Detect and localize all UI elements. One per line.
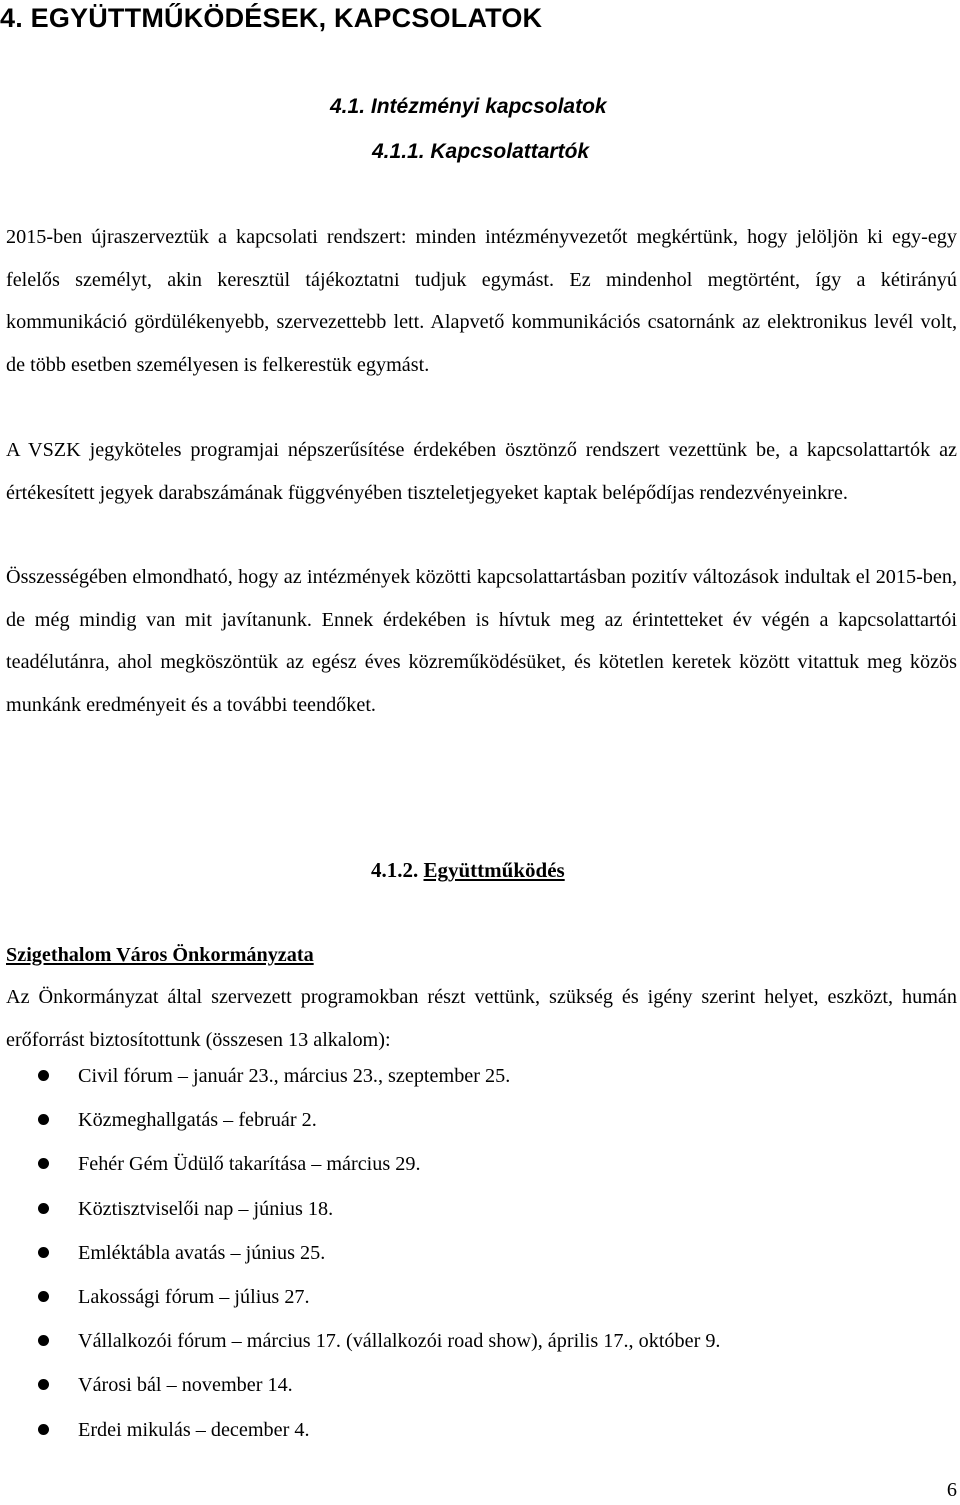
list-item-label: Lakossági fórum – július 27. — [78, 1285, 310, 1308]
subsection-title: Együttműködés — [423, 858, 565, 882]
subsection-number: 4.1.2. — [371, 858, 419, 882]
list-item — [0, 1370, 960, 1414]
list-item — [0, 1149, 960, 1193]
list-item-label: Köztisztviselői nap – június 18. — [78, 1197, 334, 1220]
list-item-label: Vállalkozói fórum – március 17. (vállalkozói road show), április 17., október 9. — [78, 1330, 721, 1353]
list-item — [0, 1415, 960, 1459]
bullet-icon — [38, 1291, 49, 1302]
list-item-label: Városi bál – november 14. — [78, 1374, 293, 1397]
subsection-heading-contacts: 4.1.1. Kapcsolattartók — [372, 140, 590, 163]
list-item-label: Erdei mikulás – december 4. — [78, 1418, 310, 1441]
list-item — [0, 1326, 960, 1370]
list-item-label: Közmeghallgatás – február 2. — [78, 1109, 317, 1132]
chapter-heading: 4. EGYÜTTMŰKÖDÉSEK, KAPCSOLATOK — [0, 3, 543, 33]
list-item-label: Civil fórum – január 23., március 23., szeptember 25. — [78, 1065, 511, 1087]
list-item — [0, 1238, 960, 1282]
list-item-label: Fehér Gém Üdülő takarítása – március 29. — [78, 1153, 421, 1176]
bullet-icon — [38, 1247, 49, 1258]
organization-intro: Az Önkormányzat által szervezett programokban részt vettünk, szükség és igény szerint helyet, eszközt, humán erőforrást biztosítottunk (összesen 13 alkalom): — [6, 986, 957, 1051]
bullet-icon — [38, 1203, 49, 1214]
list-item — [0, 1282, 960, 1326]
subsection-heading-cooperation — [371, 855, 565, 885]
list-item — [0, 1105, 960, 1149]
bullet-icon — [38, 1070, 49, 1081]
page-number: 6 — [946, 1479, 957, 1501]
bullet-icon — [38, 1114, 49, 1125]
paragraph-summary: Összességében elmondható, hogy az intézmények közötti kapcsolattartásban pozitív változások indultak el 2015-ben, de még mindig van mit javítanunk. Ennek érdekében is hívtuk meg az érintetteket év végén a kapcsolattartói teadélutánra, ahol megköszöntük az egész éves közreműködésüket, és kötetlen keretek között vitattuk meg közös munkánk eredményeit és a további teendőket. — [6, 566, 957, 716]
paragraph-ticket-incentive: A VSZK jegyköteles programjai népszerűsítése érdekében ösztönző rendszert vezettünk be, a kapcsolattartók az értékesített jegyek darabszámának függvényében tiszteletjegyeket kaptak belépődíjas rendezvényeinkre. — [6, 439, 957, 504]
event-list — [0, 1061, 960, 1459]
bullet-icon — [38, 1379, 49, 1390]
organization-name: Szigethalom Város Önkormányzata — [6, 944, 314, 966]
bullet-icon — [38, 1335, 49, 1346]
list-item — [0, 1061, 960, 1105]
list-item-label: Emléktábla avatás – június 25. — [78, 1241, 326, 1264]
bullet-icon — [38, 1158, 49, 1169]
paragraph-contact-system: 2015-ben újraszerveztük a kapcsolati rendszert: minden intézményvezetőt megkértünk, hogy jelöljön ki egy-egy felelős személyt, akin keresztül tájékoztatni tudjuk egymást. Ez mindenhol megtörtént, így a kétirányú kommunikáció gördülékenyebb, szervezettebb lett. Alapvető kommunikációs csatornánk az elektronikus levél volt, de több esetben személyesen is felkerestük egymást. — [6, 226, 957, 376]
section-heading: 4.1. Intézményi kapcsolatok — [330, 95, 607, 118]
bullet-icon — [38, 1424, 49, 1435]
list-item — [0, 1194, 960, 1238]
